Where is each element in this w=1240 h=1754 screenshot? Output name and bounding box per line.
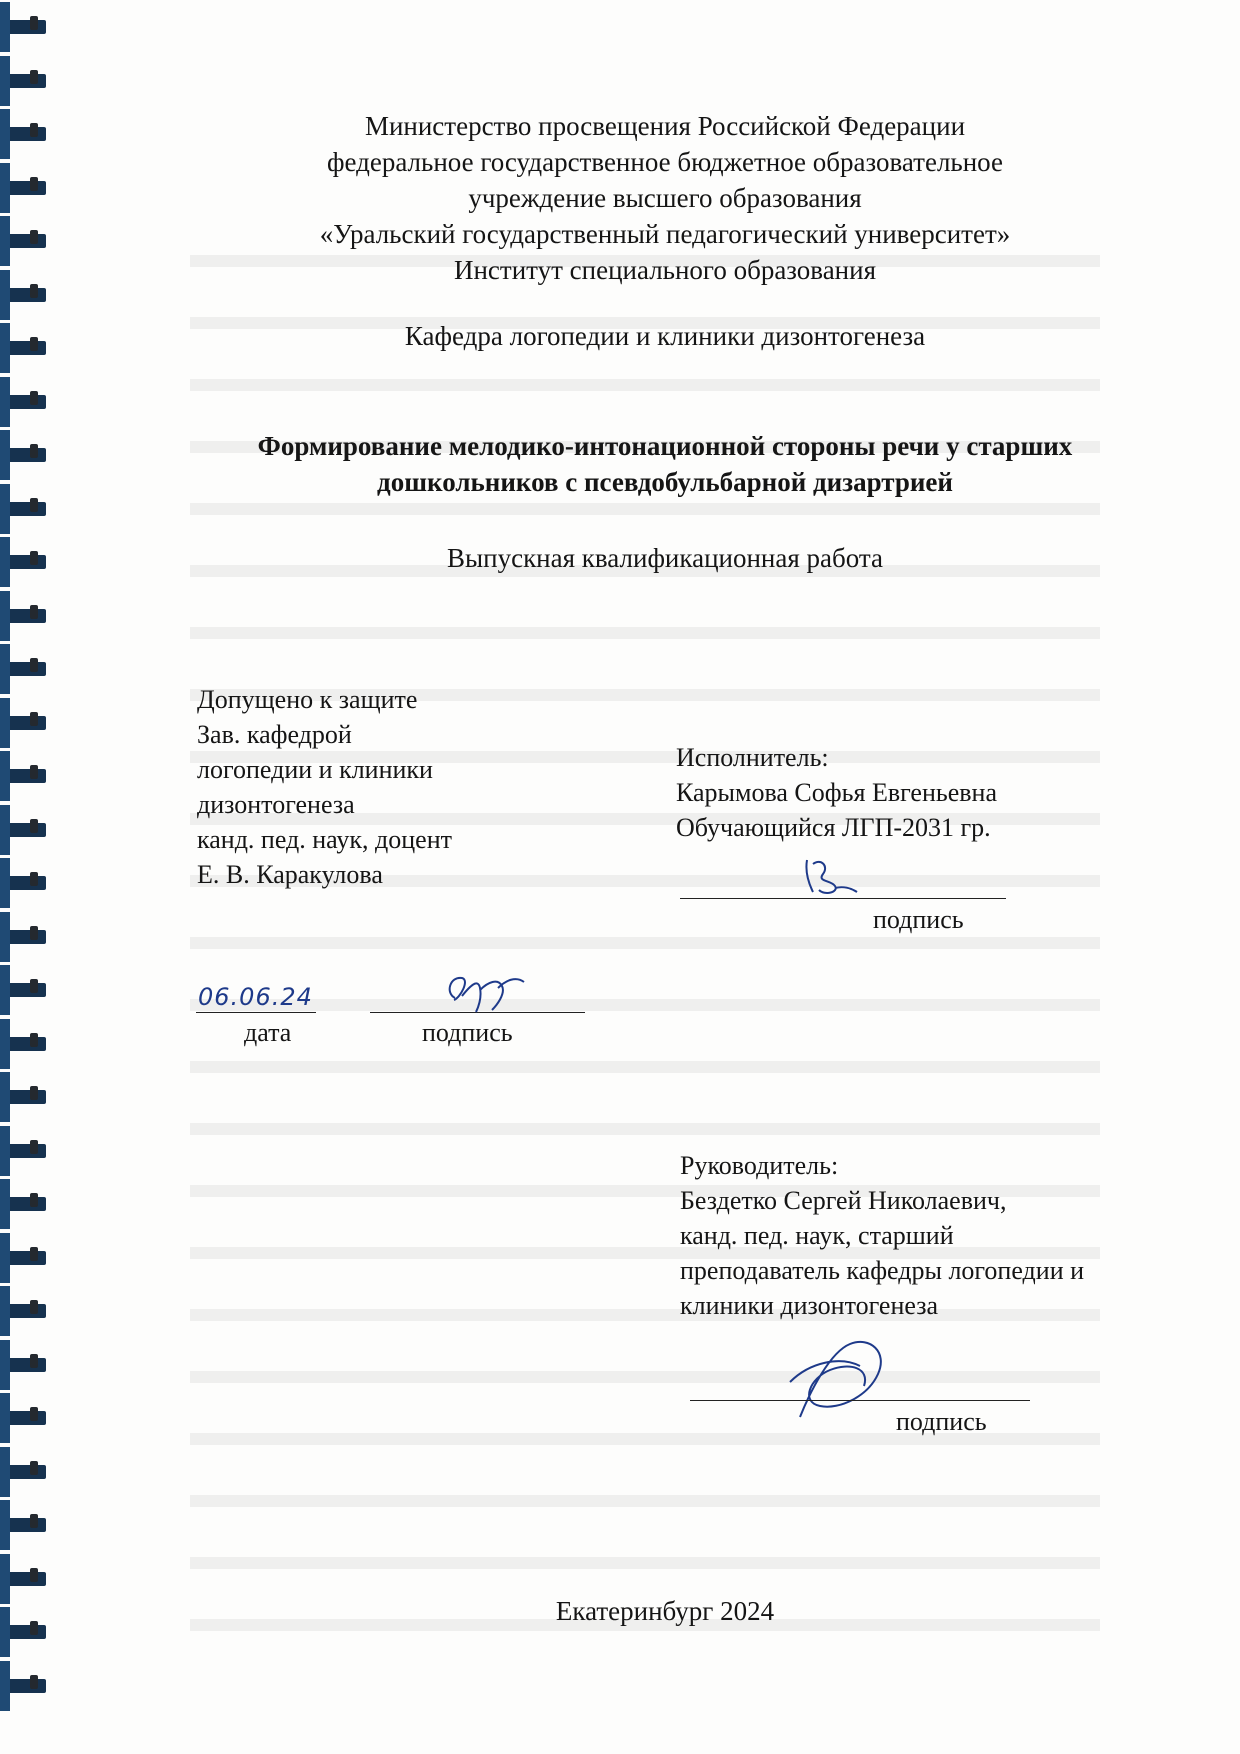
binding-ring	[0, 716, 46, 730]
binding-ring	[0, 127, 46, 141]
supervisor-line-3: канд. пед. наук, старший	[680, 1221, 954, 1250]
admission-line-1: Допущено к защите	[197, 685, 418, 714]
admission-signature-icon	[440, 968, 530, 1023]
department-name: Кафедра логопедии и клиники дизонтогенеза	[404, 321, 926, 351]
binding-hole	[30, 1247, 38, 1261]
supervisor-block	[680, 1148, 1084, 1323]
binding-hole	[30, 177, 38, 191]
binding-hole	[30, 391, 38, 405]
binding-ring	[0, 609, 46, 623]
supervisor-label: Руководитель:	[680, 1151, 839, 1180]
supervisor-signature-icon	[770, 1322, 900, 1432]
binding-hole	[30, 70, 38, 84]
binding-ring	[0, 1358, 46, 1372]
binding-ring	[0, 20, 46, 34]
institution-line-2: учреждение высшего образования	[468, 183, 862, 213]
binding-ring	[0, 662, 46, 676]
binding-ring	[0, 1037, 46, 1051]
binding-ring	[0, 823, 46, 837]
executor-group: Обучающийся ЛГП-2031 гр.	[676, 813, 991, 842]
binding-ring	[0, 930, 46, 944]
executor-name: Карымова Софья Евгеньевна	[676, 778, 998, 807]
binding-hole	[30, 872, 38, 886]
supervisor-signature-line	[690, 1400, 1030, 1401]
binding-hole	[30, 658, 38, 672]
executor-signature-caption: подпись	[873, 905, 964, 934]
binding-ring	[0, 555, 46, 569]
spiral-binding	[0, 0, 52, 1754]
binding-hole	[30, 123, 38, 137]
binding-hole	[30, 498, 38, 512]
binding-hole	[30, 1300, 38, 1314]
binding-ring	[0, 1679, 46, 1693]
binding-hole	[30, 765, 38, 779]
supervisor-signature-caption: подпись	[896, 1407, 987, 1436]
binding-ring	[0, 74, 46, 88]
binding-hole	[30, 1407, 38, 1421]
date-caption: дата	[244, 1018, 292, 1047]
binding-ring	[0, 769, 46, 783]
binding-ring	[0, 448, 46, 462]
binding-hole	[30, 1086, 38, 1100]
binding-hole	[30, 230, 38, 244]
binding-ring	[0, 1304, 46, 1318]
supervisor-line-4: преподаватель кафедры логопедии и	[680, 1256, 1085, 1285]
thesis-title-line-2: дошкольников с псевдобульбарной дизартрией	[377, 467, 953, 497]
binding-ring	[0, 1572, 46, 1586]
binding-hole	[30, 16, 38, 30]
binding-hole	[30, 1621, 38, 1635]
binding-ring	[0, 1090, 46, 1104]
university-name: «Уральский государственный педагогический университет»	[319, 219, 1011, 249]
thesis-title-line-1: Формирование мелодико-интонационной стороны речи у старших	[257, 431, 1073, 461]
supervisor-name: Бездетко Сергей Николаевич,	[680, 1186, 1007, 1215]
binding-hole	[30, 551, 38, 565]
work-type: Выпускная квалификационная работа	[446, 543, 884, 573]
binding-hole	[30, 337, 38, 351]
binding-hole	[30, 1514, 38, 1528]
binding-hole	[30, 284, 38, 298]
binding-hole	[30, 444, 38, 458]
binding-hole	[30, 712, 38, 726]
binding-hole	[30, 605, 38, 619]
binding-ring	[0, 1518, 46, 1532]
binding-ring	[0, 1625, 46, 1639]
binding-ring	[0, 502, 46, 516]
binding-hole	[30, 1033, 38, 1047]
binding-ring	[0, 341, 46, 355]
binding-hole	[30, 1193, 38, 1207]
admission-signature-caption: подпись	[422, 1018, 513, 1047]
binding-ring	[0, 395, 46, 409]
binding-hole	[30, 926, 38, 940]
supervisor-line-5: клиники дизонтогенеза	[680, 1291, 939, 1320]
institute-name: Институт специального образования	[453, 255, 877, 285]
admission-block	[197, 682, 452, 892]
binding-ring	[0, 1197, 46, 1211]
executor-label: Исполнитель:	[676, 743, 829, 772]
admission-line-3: логопедии и клиники	[197, 755, 433, 784]
binding-ring	[0, 1251, 46, 1265]
admission-line-6: Е. В. Каракулова	[197, 860, 383, 889]
admission-line-2: Зав. кафедрой	[197, 720, 352, 749]
binding-ring	[0, 983, 46, 997]
binding-hole	[30, 819, 38, 833]
binding-ring	[0, 1411, 46, 1425]
date-line	[196, 1012, 316, 1013]
admission-line-5: канд. пед. наук, доцент	[197, 825, 452, 854]
binding-ring	[0, 234, 46, 248]
binding-hole	[30, 1140, 38, 1154]
binding-hole	[30, 1675, 38, 1689]
binding-ring	[0, 1465, 46, 1479]
executor-block	[676, 740, 997, 845]
executor-signature-icon	[795, 852, 865, 902]
binding-ring	[0, 181, 46, 195]
admission-line-4: дизонтогенеза	[197, 790, 355, 819]
executor-signature-line	[680, 898, 1006, 899]
binding-ring	[0, 876, 46, 890]
ministry-line: Министерство просвещения Российской Федерации	[364, 111, 966, 141]
binding-hole	[30, 1354, 38, 1368]
binding-ring	[0, 288, 46, 302]
binding-hole	[30, 1568, 38, 1582]
binding-ring	[0, 1144, 46, 1158]
handwritten-date: 06.06.24	[198, 983, 313, 1011]
binding-hole	[30, 979, 38, 993]
binding-hole	[30, 1461, 38, 1475]
institution-line-1: федеральное государственное бюджетное образовательное	[326, 147, 1003, 177]
city-year: Екатеринбург 2024	[555, 1596, 775, 1626]
